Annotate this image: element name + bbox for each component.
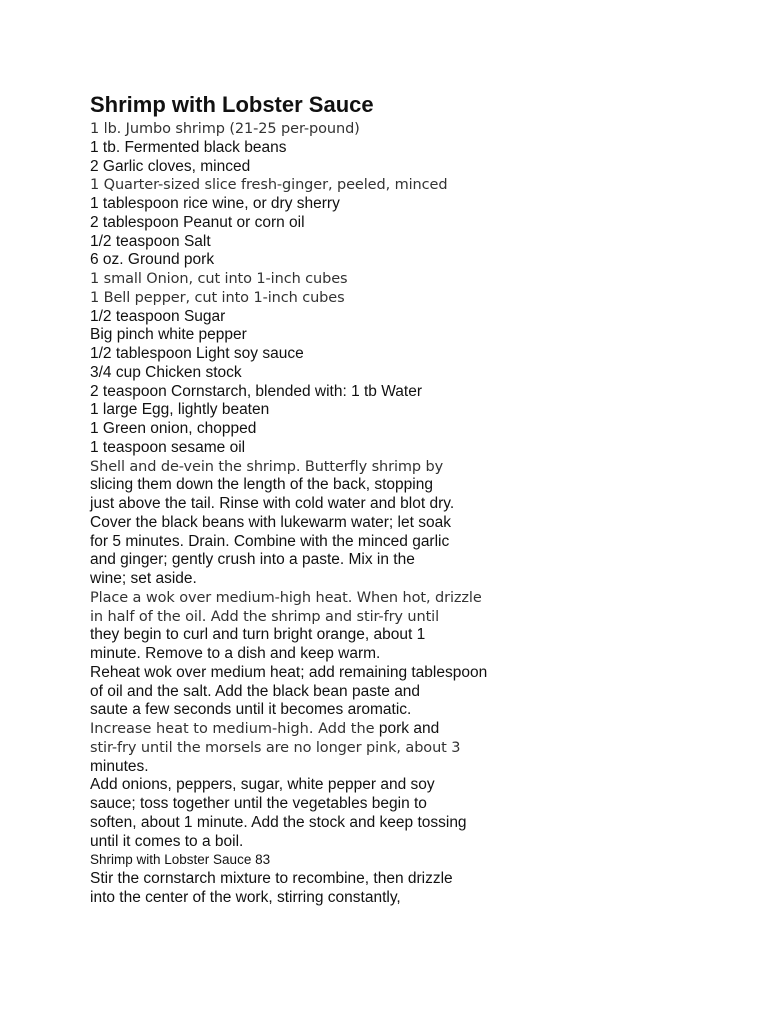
continuation-line: into the center of the work, stirring constantly, (90, 888, 401, 906)
instruction-line: of oil and the salt. Add the black bean paste and (90, 682, 421, 700)
ingredient-line: 1 teaspoon sesame oil (90, 438, 246, 456)
instruction-line: until it comes to a boil. (90, 832, 244, 850)
instructions (90, 458, 730, 852)
ingredient-line: 2 tablespoon Peanut or corn oil (90, 213, 305, 231)
instruction-line: saute a few seconds until it becomes aromatic. (90, 701, 412, 719)
instruction-line: they begin to curl and turn bright orange, about 1 (90, 626, 426, 644)
instruction-line: sauce; toss together until the vegetables begin to (90, 795, 427, 812)
instruction-line: wine; set aside. (90, 570, 197, 587)
instruction-line: Cover the black beans with lukewarm water; let soak (90, 513, 451, 531)
instruction-line: minutes. (90, 757, 149, 775)
ingredient-line: 1 Quarter-sized slice fresh-ginger, peeled, minced (90, 177, 448, 194)
ingredient-line: 1 lb. Jumbo shrimp (21-25 per-pound) (90, 121, 360, 137)
ingredient-line: 3/4 cup Chicken stock (90, 363, 242, 381)
instruction-line: in half of the oil. Add the shrimp and stir-fry until (90, 608, 440, 625)
continuation-text (90, 870, 730, 908)
ingredient-line: 1 large Egg, lightly beaten (90, 401, 270, 419)
ingredient-line: 1 tablespoon rice wine, or dry sherry (90, 195, 340, 212)
ingredient-line: 1/2 teaspoon Salt (90, 232, 211, 250)
ingredient-line: 1 Bell pepper, cut into 1-inch cubes (90, 289, 345, 306)
ingredient-list (90, 120, 730, 458)
instruction-line: minute. Remove to a dish and keep warm. (90, 645, 381, 662)
instruction-line: for 5 minutes. Drain. Combine with the minced garlic (90, 532, 450, 550)
instruction-line: Add onions, peppers, sugar, white pepper and soy (90, 776, 435, 794)
ingredient-line: 1/2 tablespoon Light soy sauce (90, 345, 304, 362)
instruction-line: slicing them down the length of the back, stopping (90, 476, 433, 494)
instruction-line: stir-fry until the morsels are no longer pink, about 3 (90, 739, 461, 756)
ingredient-line: 1 Green onion, chopped (90, 420, 257, 437)
recipe-title: Shrimp with Lobster Sauce (90, 92, 374, 117)
ingredient-line: 1 tb. Fermented black beans (90, 138, 287, 156)
instruction-line: just above the tail. Rinse with cold water and blot dry. (90, 495, 455, 512)
ingredient-line: 2 Garlic cloves, minced (90, 157, 251, 175)
continuation-line: Stir the cornstarch mixture to recombine, then drizzle (90, 870, 453, 887)
ingredient-line: 6 oz. Ground pork (90, 251, 215, 269)
instruction-line: Place a wok over medium-high heat. When hot, drizzle (90, 589, 482, 606)
ingredient-line: Big pinch white pepper (90, 326, 247, 344)
running-header: Shrimp with Lobster Sauce 83 (90, 852, 271, 868)
instruction-line-light-part: Increase heat to medium-high. Add the (90, 721, 375, 737)
ingredient-line: 1 small Onion, cut into 1-inch cubes (90, 271, 348, 287)
instruction-line: Reheat wok over medium heat; add remaining tablespoon (90, 663, 488, 681)
ingredient-line: 1/2 teaspoon Sugar (90, 307, 226, 325)
instruction-line: soften, about 1 minute. Add the stock and keep tossing (90, 813, 467, 831)
instruction-line-bold-part: pork and (378, 720, 440, 737)
recipe-content (90, 90, 730, 908)
instruction-line (90, 720, 730, 739)
ingredient-line: 2 teaspoon Cornstarch, blended with: 1 tb Water (90, 382, 423, 400)
instruction-line: and ginger; gently crush into a paste. Mix in the (90, 551, 415, 569)
instruction-line: Shell and de-vein the shrimp. Butterfly shrimp by (90, 458, 444, 475)
